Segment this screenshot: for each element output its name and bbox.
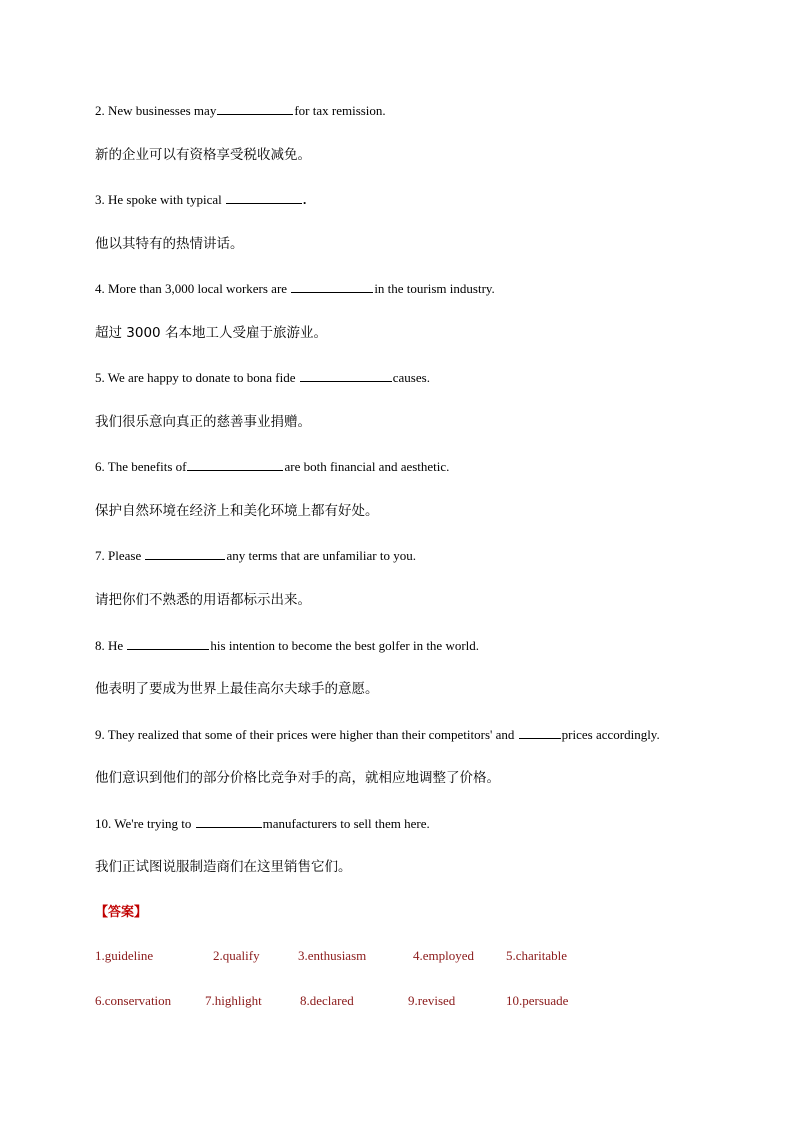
answer-item: 7.highlight <box>205 993 262 1008</box>
question-5 <box>95 369 754 386</box>
answer-blank <box>196 815 262 828</box>
translation-9: 他们意识到他们的部分价格比竞争对手的高，就相应地调整了价格。 <box>95 770 500 786</box>
answer-row-1 <box>95 948 695 964</box>
answer-blank <box>226 191 302 204</box>
question-10 <box>95 815 754 832</box>
answer-blank <box>145 547 225 560</box>
question-4 <box>95 280 754 297</box>
answer-item: 2.qualify <box>213 948 260 963</box>
translation-6: 保护自然环境在经济上和美化环境上都有好处。 <box>95 503 379 519</box>
question-text: are both financial and aesthetic. <box>284 459 450 474</box>
question-text: 9. They realized that some of their prices were higher than their competitors' and <box>95 727 518 742</box>
question-text: 8. He <box>95 638 127 653</box>
question-8 <box>95 637 754 654</box>
translation-7: 请把你们不熟悉的用语都标示出来。 <box>95 592 311 608</box>
question-text: 4. More than 3,000 local workers are <box>95 281 291 296</box>
question-text: prices accordingly. <box>561 727 660 742</box>
answer-item: 8.declared <box>300 993 354 1008</box>
answer-item: 1.guideline <box>95 948 154 963</box>
question-text: his intention to become the best golfer in the world. <box>210 638 480 653</box>
answer-blank <box>291 280 373 293</box>
translation-10: 我们正试图说服制造商们在这里销售它们。 <box>95 859 352 875</box>
answer-row-2 <box>95 993 695 1009</box>
answer-item: 9.revised <box>408 993 456 1008</box>
question-text: causes. <box>392 370 430 385</box>
question-7 <box>95 547 754 564</box>
answer-item: 5.charitable <box>506 948 567 963</box>
answer-blank <box>519 726 561 739</box>
answer-blank <box>127 637 209 650</box>
question-text: 3. He spoke with typical <box>95 192 225 207</box>
question-text: . <box>302 192 307 207</box>
question-text: for tax remission. <box>294 103 386 118</box>
answer-heading: 【答案】 <box>95 905 148 920</box>
answer-item: 10.persuade <box>506 993 569 1008</box>
question-text: manufacturers to sell them here. <box>262 816 430 831</box>
question-text: 5. We are happy to donate to bona fide <box>95 370 299 385</box>
question-text: 10. We're trying to <box>95 816 195 831</box>
question-2 <box>95 102 754 119</box>
translation-3: 他以其特有的热情讲话。 <box>95 236 244 252</box>
translation-8: 他表明了要成为世界上最佳高尔夫球手的意愿。 <box>95 681 379 697</box>
answer-item: 6.conservation <box>95 993 172 1008</box>
answer-blank <box>300 369 392 382</box>
answer-blank <box>217 102 293 115</box>
question-3 <box>95 191 754 208</box>
translation-5: 我们很乐意向真正的慈善事业捐赠。 <box>95 414 311 430</box>
question-text: any terms that are unfamiliar to you. <box>226 548 416 563</box>
question-text: in the tourism industry. <box>374 281 495 296</box>
question-text: 2. New businesses may <box>95 103 217 118</box>
answer-item: 4.employed <box>413 948 475 963</box>
translation-2: 新的企业可以有资格享受税收减免。 <box>95 147 311 163</box>
answer-blank <box>187 458 283 471</box>
question-6 <box>95 458 754 475</box>
answer-heading-line <box>95 904 754 921</box>
question-9 <box>95 726 784 743</box>
question-text: 7. Please <box>95 548 145 563</box>
translation-4: 超过 3000 名本地工人受雇于旅游业。 <box>95 325 327 341</box>
question-text: 6. The benefits of <box>95 459 187 474</box>
answer-item: 3.enthusiasm <box>298 948 367 963</box>
